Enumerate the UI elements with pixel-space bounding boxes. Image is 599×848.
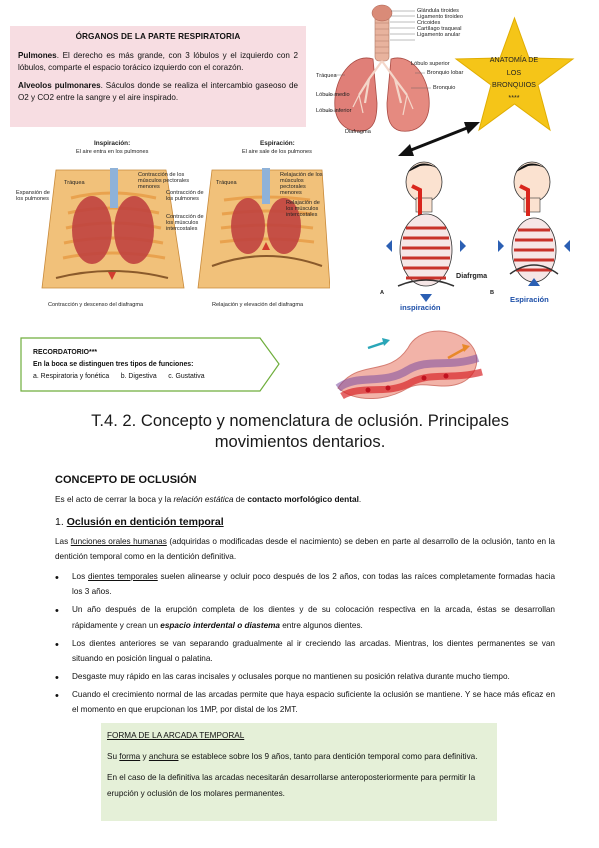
bullet-list [55,569,555,721]
lungs-label: Lóbulo medio [316,92,350,98]
alveoli-figure [328,318,488,406]
breath-label: Expansión de los pulmones [16,190,50,203]
star-label [474,54,554,104]
breath-label: Relajación de los músculos intercostales [286,200,320,219]
def-text: Es el acto de cerrar la boca y la [55,494,174,504]
breathing-mechanics-figure [16,138,330,314]
item-text: Los [72,572,89,581]
page-title-line1: T.4. 2. Concepto y nomenclatura de oclusión. Principales [91,411,509,430]
gb-text: y [140,752,149,762]
list-item: • Los dientes anteriores se van separando gradualmente al ir creciendo las arcadas. Mientras, los dientes permanentes se van situando en posición lingual o palatina. [55,636,555,666]
lungs-label: Bronquio lobar [427,70,464,76]
breath-label: Tráquea [216,180,237,186]
star-line: LOS [506,67,522,77]
list-item: • Cuando el crecimiento normal de las arcadas permite que haya espacio suficiente la oclusión se mantiene. Y se hace más eficaz en el momento en que erupcionan los 1MP, por distal de los 2MT. [55,687,555,717]
respiration-heads-figure [372,156,592,316]
breath-label: Contracción de los pulmones [166,190,204,203]
breath-label: Contracción de los músculos intercostales [166,214,204,233]
def-text: de [233,494,248,504]
green-box-title: FORMA DE LA ARCADA TEMPORAL [107,731,245,740]
lungs-text: . El derecho es más grande, con 3 lóbulos y el izquierdo con 2 lóbulos, comparte el espacio torácico izquierdo con el corazón. [18,50,298,73]
bronchi-anatomy-star [452,16,577,134]
subsection-title: Oclusión en dentición temporal [66,516,224,528]
item-text: Un año después de la erupción completa de los dientes y de su colocación respectiva en la arcada, éstas se desarrollan rápidamente y crean un [72,605,555,630]
lungs-label: Lóbulo inferior [316,108,352,114]
reminder-title: RECORDATORIO*** [33,349,98,356]
lungs-label: Ligamento tiroideo [417,14,464,20]
head-b-label: B [490,290,495,296]
alveoli-illustration [328,318,488,406]
subsection-number: 1. [55,516,67,528]
star-line: **** [508,92,520,102]
occlusion-definition [55,494,555,504]
breath-label: Tráquea [64,180,85,186]
breath-caption-left: Contracción y descenso del diafragma [48,302,144,308]
lungs-label: Lóbulo superior [411,61,450,67]
expiration-title: Espiración: [260,140,295,147]
expiration-subtitle: El aire sale de los pulmones [242,149,312,155]
breath-caption-right: Relajación y elevación del diafragma [212,302,304,308]
list-item [55,602,555,632]
green-box-paragraph [107,749,491,764]
arch-shape-box [101,723,497,821]
lungs-paragraph [18,50,298,75]
lungs-label: Diafragma [345,129,371,135]
list-item: • Desgaste muy rápido en las caras incisales y oclusales porque no mantienen su posición relativa durante mucho tiempo. [55,669,555,684]
breath-label: Contracción de los músculos pectorales menores [138,172,189,191]
gb-underlined: anchura [148,752,179,762]
def-bold: contacto morfológico dental [247,494,359,504]
alveoli-term: Alveolos pulmonares [18,80,101,90]
gb-text: se establece sobre los 9 años, tanto para dentición temporal como para definitiva. [178,752,478,762]
respiratory-organs-box [10,26,306,127]
list-item [55,569,555,599]
def-text: . [358,494,362,504]
page-title-line2: movimientos dentarios. [214,431,386,451]
diaphragm-label: Diafrgma [456,271,488,280]
gb-text: Su [107,752,120,762]
def-italic: relación estática [173,494,234,504]
reminder-line: En la boca se distinguen tres tipos de funciones: [33,361,194,369]
star-line: BRONQUIOS [492,80,536,90]
reminder-line: a. Respiratoria y fonética b. Digestiva c. Gustativa [33,373,205,381]
page-title [40,411,560,452]
alveoli-text: . Sáculos donde se realiza el intercambio gaseoso de O2 y CO2 entre la sangre y el aire inspirado. [18,80,298,103]
para-text: (adquiridas o modificadas desde el nacimiento) se deben en parte al desarrollo de la oclusión, tanto en la dentición temporal como en la dentición definitiva. [55,537,555,562]
expiration-label: Espiración [510,295,549,304]
item-text: entre algunos dientes. [279,620,363,630]
inspiration-title: Inspiración: [94,140,131,147]
lungs-label: Ligamento anular [417,32,461,38]
subsection-heading [55,516,224,528]
lungs-label: Cricoides [417,20,441,26]
lungs-label: Bronquio [433,85,456,91]
gb-underlined: forma [119,752,141,762]
green-box-paragraph: En el caso de la definitiva las arcadas necesitarán desarrollarse anteroposteriormente para permitir la erupción y oclusión de los molares permanentes. [107,773,476,798]
item-underlined: dientes temporales [88,572,158,581]
lungs-term: Pulmones [18,50,57,60]
intro-paragraph [55,534,555,564]
respiratory-box-title: ÓRGANOS DE LA PARTE RESPIRATORIA [75,32,241,41]
lungs-label: Tráquea [316,73,337,79]
item-text: suelen alinearse y ocluir poco después de los 2 años, con todas las raíces completamente formadas hacia los 3 años. [72,572,555,597]
breath-label: Relajación de los músculos pectorales menores [280,172,323,197]
heads-illustration [372,156,592,316]
inspiration-subtitle: El aire entra en los pulmones [76,149,149,155]
item-bold-italic: espacio interdental o diastema [160,620,280,630]
star-line: ANATOMÍA DE [489,55,539,64]
head-a-label: A [380,290,385,296]
reminder-text [33,347,205,383]
section-heading: CONCEPTO DE OCLUSIÓN [55,474,197,486]
reminder-box [20,337,280,392]
alveoli-paragraph [18,80,298,105]
inspiration-label: inspiración [400,303,441,312]
lungs-label: Cartílago traqueal [417,26,462,32]
lungs-label: Glándula tiroides [417,8,459,14]
double-arrow-icon [396,118,482,160]
para-underlined: funciones orales humanas [70,537,167,546]
para-text: Las [55,537,71,546]
